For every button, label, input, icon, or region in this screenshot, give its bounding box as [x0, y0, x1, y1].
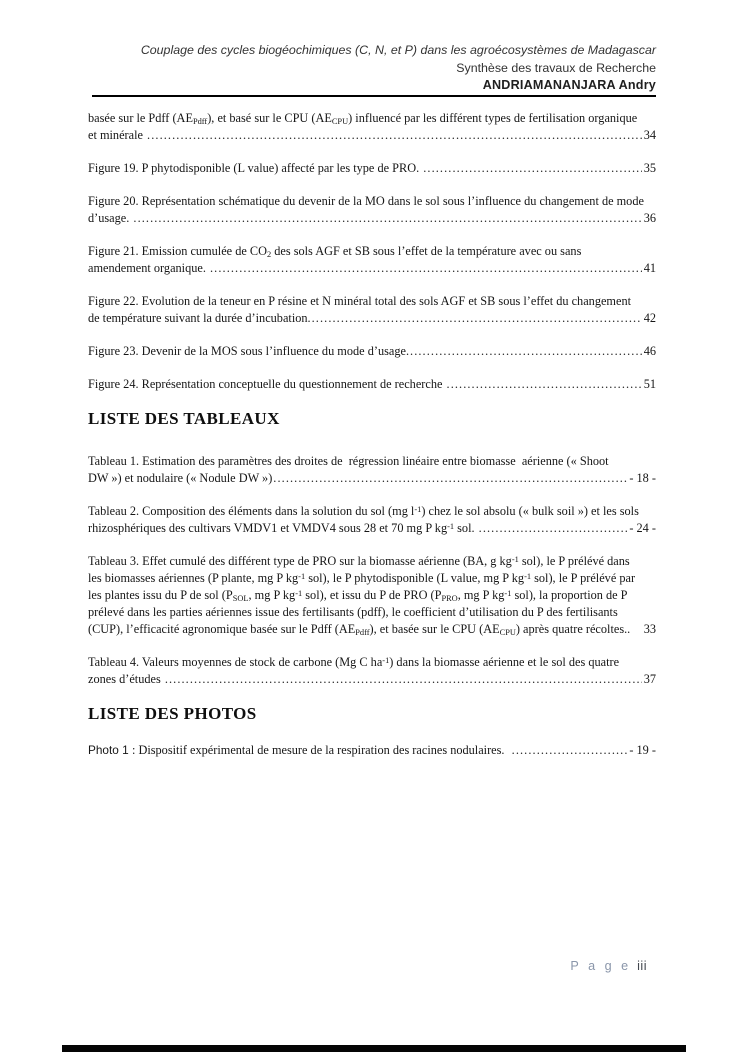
toc-entry-line: [88, 604, 656, 621]
dot-leader: [410, 343, 642, 360]
toc-entry-line: [88, 742, 511, 759]
page-number: 36: [643, 211, 656, 225]
toc-entry-line: [88, 293, 656, 310]
entry-text-sup: -1: [524, 571, 532, 581]
toc-entry-line: [88, 470, 272, 487]
toc-entry-line: [88, 376, 446, 393]
toc-entry-line: [88, 503, 656, 520]
entry-text-sup: -1: [382, 655, 390, 665]
entry-text: amendement organique.: [88, 261, 209, 275]
entry-text: (CUP), l’efficacité agronomique basée sur le Pdff (AE: [88, 622, 356, 636]
page-number: - 24 -: [629, 521, 656, 535]
toc-entry[interactable]: [88, 503, 656, 537]
entry-text-sup: -1: [511, 554, 519, 564]
dot-leader: [273, 470, 627, 487]
header-subtitle: Synthèse des travaux de Recherche: [456, 61, 656, 75]
entry-text-sub: PRO: [441, 594, 458, 604]
entry-text: ) influencé par les différent types de fertilisation organique: [348, 111, 638, 125]
toc-entry-line: [88, 243, 656, 260]
toc-entry-line: [88, 570, 656, 587]
bottom-bar: [62, 1045, 686, 1052]
entry-text: basée sur le Pdff (AE: [88, 111, 193, 125]
figures-list: [88, 110, 656, 393]
page-number: 37: [643, 672, 656, 686]
entry-text: Tableau 1. Estimation des paramètres des droites de régression linéaire entre biomasse aérienne (« Shoot: [88, 454, 609, 468]
toc-entry[interactable]: [88, 453, 656, 487]
tables-section-title: LISTE DES TABLEAUX: [88, 409, 280, 428]
toc-entry[interactable]: [88, 193, 656, 227]
entry-text: ), et basé sur le CPU (AE: [207, 111, 332, 125]
footer-page-label: P a g e: [570, 959, 632, 973]
entry-text-sup: -1: [504, 588, 512, 598]
photos-section-title: LISTE DES PHOTOS: [88, 704, 257, 723]
toc-entry-line: [88, 160, 422, 177]
toc-entry[interactable]: [88, 110, 656, 144]
toc-entry-line: [88, 210, 132, 227]
entry-text-sup: -1: [447, 521, 455, 531]
dot-leader: [312, 310, 642, 327]
toc-entry-line: [88, 110, 656, 127]
entry-text: d’usage.: [88, 211, 133, 225]
dot-leader: [423, 160, 641, 177]
dot-leader: [165, 671, 642, 688]
entry-text-sub: CPU: [499, 628, 516, 638]
entry-text: Figure 24. Représentation conceptuelle du questionnement de recherche: [88, 377, 446, 391]
entry-text-sub: CPU: [331, 117, 349, 127]
toc-entry-line: [88, 587, 656, 604]
entry-text: sol.: [454, 521, 478, 535]
entry-text: Tableau 2. Composition des éléments dans la solution du sol (mg l: [88, 504, 415, 518]
entry-text: Figure 22. Evolution de la teneur en P résine et N minéral total des sols AGF et SB sous l’effet du changement: [88, 294, 632, 308]
entry-text-sans: Photo 1: [88, 743, 132, 757]
entry-text: les plantes issu du P de sol (P: [88, 588, 233, 602]
toc-entry-line: [88, 671, 164, 688]
toc-entry[interactable]: [88, 160, 656, 177]
header-title: Couplage des cycles biogéochimiques (C, N, et P) dans les agroécosystèmes de Madagascar: [140, 43, 656, 57]
page-number: 51: [643, 377, 656, 391]
entry-text-sub: Pdff: [355, 628, 370, 638]
toc-entry[interactable]: [88, 742, 656, 759]
toc-entry[interactable]: [88, 654, 656, 688]
entry-text: sol), la proportion de P: [511, 588, 628, 602]
entry-text: sol), et issu du P de PRO (P: [302, 588, 442, 602]
toc-entry[interactable]: [88, 343, 656, 360]
toc-entry[interactable]: [88, 553, 656, 638]
entry-text: Tableau 4. Valeurs moyennes de stock de carbone (Mg C ha: [88, 655, 383, 669]
page-number: 35: [643, 161, 656, 175]
dot-leader: [210, 260, 642, 277]
dot-leader: [147, 127, 642, 144]
entry-text-sup: -1: [295, 588, 303, 598]
header-rule: [92, 95, 656, 97]
page-header: [88, 41, 656, 94]
entry-text: ) chez le sol absolu (« bulk soil ») et les sols: [421, 504, 639, 518]
dot-leader: [133, 210, 641, 227]
toc-entry-line: [88, 193, 656, 210]
entry-text-sup: -1: [298, 571, 306, 581]
page-footer: [570, 959, 647, 973]
toc-entry[interactable]: [88, 376, 656, 393]
page-number: 33: [643, 622, 656, 636]
entry-text: ) dans la biomasse aérienne et le sol des quatre: [389, 655, 620, 669]
entry-text: et minérale: [88, 128, 147, 142]
toc-entry-line: [88, 453, 656, 470]
toc-entry-line: [88, 343, 409, 360]
toc-entry-line: [88, 553, 656, 570]
toc-entry-line: [88, 127, 146, 144]
entry-text: Figure 23. Devenir de la MOS sous l’influence du mode d’usage.: [88, 344, 410, 358]
entry-text-sup: -1: [414, 504, 422, 514]
toc-entry-line: [88, 520, 478, 537]
toc-entry[interactable]: [88, 243, 656, 277]
entry-text: Figure 21. Emission cumulée de CO: [88, 244, 267, 258]
entry-text: zones d’études: [88, 672, 164, 686]
toc-entry[interactable]: [88, 293, 656, 327]
toc-entry-line: [88, 654, 656, 671]
entry-text-sub: 2: [266, 250, 272, 260]
page-number: 41: [643, 261, 656, 275]
entry-text: Figure 20. Représentation schématique du devenir de la MO dans le sol sous l’influence du changement de mode: [88, 194, 644, 208]
entry-text: Tableau 3. Effet cumulé des différent type de PRO sur la biomasse aérienne (BA, g kg: [88, 554, 512, 568]
toc-content: [88, 110, 656, 775]
page-number: 42: [643, 311, 656, 325]
toc-entry-line: [88, 621, 633, 638]
entry-text: sol), le P prélévé dans: [518, 554, 630, 568]
entry-text: sol), le P prélévé par: [531, 571, 636, 585]
entry-text-sub: SOL: [232, 594, 249, 604]
entry-text: Figure 19. P phytodisponible (L value) affecté par les type de PRO.: [88, 161, 423, 175]
dot-leader: [512, 742, 628, 759]
tables-list: [88, 453, 656, 688]
entry-text-sub: Pdff: [192, 117, 208, 127]
entry-text: rhizosphériques des cultivars VMDV1 et VMDV4 sous 28 et 70 mg P kg: [88, 521, 448, 535]
entry-text: , mg P kg: [248, 588, 296, 602]
page-number: 34: [643, 128, 656, 142]
header-author: ANDRIAMANANJARA Andry: [482, 78, 656, 92]
entry-text: DW ») et nodulaire (« Nodule DW »): [88, 471, 273, 485]
toc-entry-line: [88, 310, 311, 327]
entry-text: , mg P kg: [457, 588, 505, 602]
dot-leader: [479, 520, 628, 537]
toc-entry-line: [88, 260, 209, 277]
photos-list: [88, 742, 656, 759]
page-number: - 19 -: [629, 743, 656, 757]
entry-text: ) après quatre récoltes..: [515, 622, 634, 636]
entry-text: prélevé dans les parties aériennes issue des fertilisants (pdff), le coefficient d’utilisation du P des fertilisants: [88, 605, 618, 619]
page-number: 46: [643, 344, 656, 358]
entry-text: des sols AGF et SB sous l’effet de la température avec ou sans: [271, 244, 582, 258]
entry-text: les biomasses aériennes (P plante, mg P kg: [88, 571, 299, 585]
entry-text: de température suivant la durée d’incubation.: [88, 311, 311, 325]
page-number: - 18 -: [629, 471, 656, 485]
dot-leader: [447, 376, 642, 393]
entry-text: : Dispositif expérimental de mesure de la respiration des racines nodulaires.: [131, 743, 511, 757]
entry-text: sol), le P phytodisponible (L value, mg P kg: [305, 571, 525, 585]
entry-text: ), et basée sur le CPU (AE: [369, 622, 500, 636]
footer-page-number: iii: [637, 959, 647, 973]
